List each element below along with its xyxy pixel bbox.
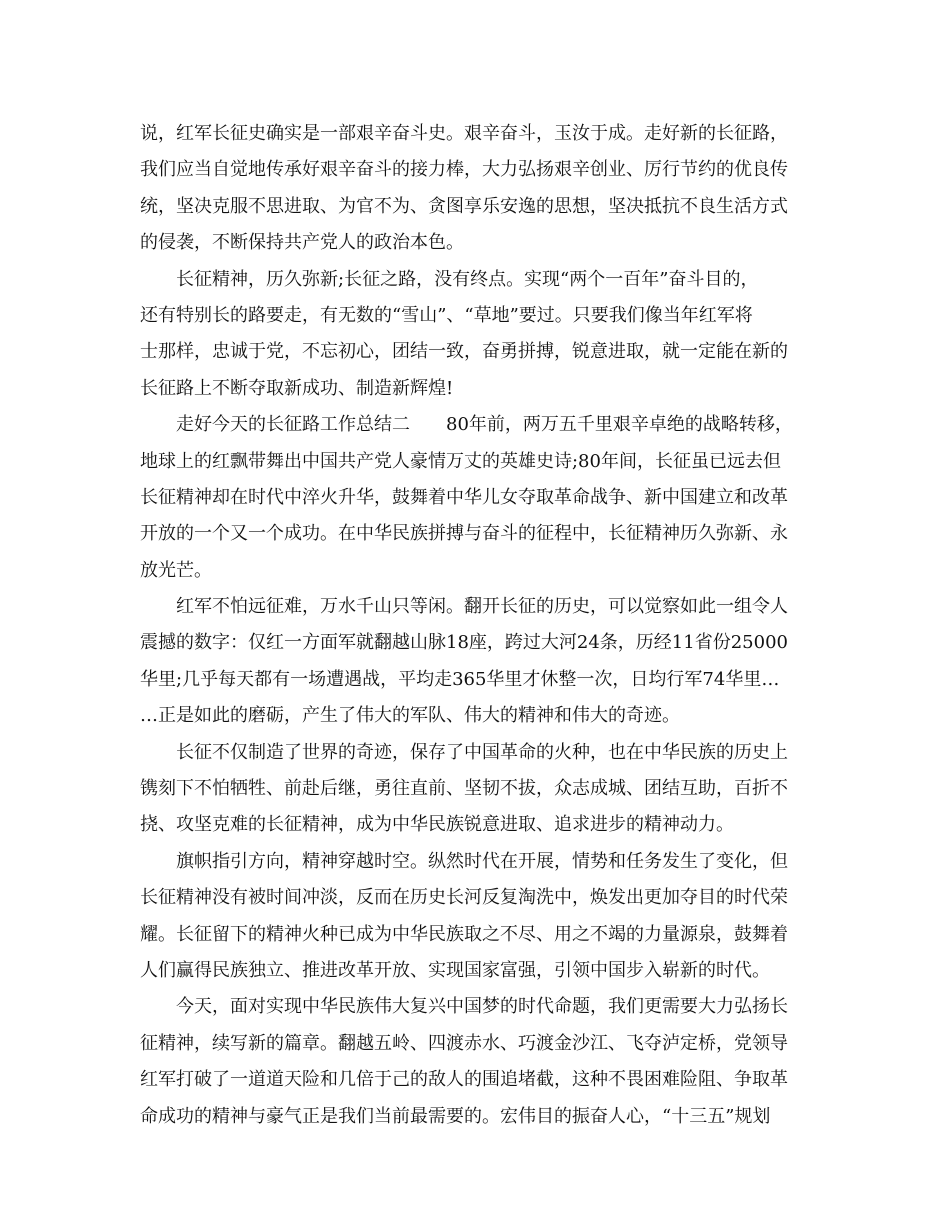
text-line: 华里;几乎每天都有一场遭遇战，平均走365华里才休整一次，日均行军74华里… [140, 668, 780, 690]
text-line: 镌刻下不怕牺牲、前赴后继，勇往直前、坚韧不拔，众志成城、团结互助，百折不 [140, 778, 788, 800]
text-line: 旗帜指引方向，精神穿越时空。纵然时代在开展，情势和任务发生了变化，但 [176, 850, 788, 872]
text-line: 统，坚决克服不思进取、为官不为、贪图享乐安逸的思想，坚决抵抗不良生活方式 [140, 195, 788, 217]
text-line: 走好今天的长征路工作总结二 80年前，两万五千里艰辛卓绝的战略转移， [176, 414, 793, 436]
text-line: …正是如此的磨砺，产生了伟大的军队、伟大的精神和伟大的奇迹。 [140, 705, 680, 727]
text-line: 长征精神，历久弥新;长征之路，没有终点。实现“两个一百年”奋斗目的， [176, 268, 759, 290]
text-line: 人们赢得民族独立、推进改革开放、实现国家富强，引领中国步入崭新的时代。 [140, 959, 770, 981]
text-line: 还有特别长的路要走，有无数的“雪山”、“草地”要过。只要我们像当年红军将 [140, 304, 753, 326]
text-line: 我们应当自觉地传承好艰辛奋斗的接力棒，大力弘扬艰辛创业、厉行节约的优良传 [140, 159, 788, 181]
text-line: 长征精神没有被时间冲淡，反而在历史长河反复淘洗中，焕发出更加夺目的时代荣 [140, 887, 788, 909]
text-line: 开放的一个又一个成功。在中华民族拼搏与奋斗的征程中，长征精神历久弥新、永 [140, 523, 788, 545]
text-line: 红军不怕远征难，万水千山只等闲。翻开长征的历史，可以觉察如此一组令人 [176, 596, 788, 618]
text-line: 震撼的数字：仅红一方面军就翻越山脉18座，跨过大河24条，历经11省份25000 [140, 632, 788, 654]
text-line: 说，红军长征史确实是一部艰辛奋斗史。艰辛奋斗，玉汝于成。走好新的长征路， [140, 123, 788, 144]
text-line: 地球上的红飘带舞出中国共产党人豪情万丈的英雄史诗;80年间，长征虽已远去但 [140, 450, 781, 472]
text-line: 红军打破了一道道天险和几倍于己的敌人的围追堵截，这种不畏困难险阻、争取革 [140, 1069, 788, 1091]
document-page [140, 116, 820, 1135]
text-line: 今天，面对实现中华民族伟大复兴中国梦的时代命题，我们更需要大力弘扬长 [176, 996, 788, 1018]
text-line: 士那样，忠诚于党，不忘初心，团结一致，奋勇拼搏，锐意进取，就一定能在新的 [140, 341, 788, 363]
text-line: 命成功的精神与豪气正是我们当前最需要的。宏伟目的振奋人心，“十三五”规划 [140, 1105, 771, 1127]
text-line: 放光芒。 [140, 559, 212, 581]
text-line: 长征路上不断夺取新成功、制造新辉煌! [140, 377, 454, 399]
text-line: 挠、攻坚克难的长征精神，成为中华民族锐意进取、追求进步的精神动力。 [140, 814, 734, 836]
text-line: 长征精神却在时代中淬火升华，鼓舞着中华儿女夺取革命战争、新中国建立和改革 [140, 486, 788, 508]
text-line: 长征不仅制造了世界的奇迹，保存了中国革命的火种，也在中华民族的历史上 [176, 741, 788, 763]
text-line: 耀。长征留下的精神火种已成为中华民族取之不尽、用之不竭的力量源泉，鼓舞着 [140, 923, 788, 945]
text-line: 的侵袭，不断保持共产党人的政治本色。 [140, 232, 464, 254]
text-line: 征精神，续写新的篇章。翻越五岭、四渡赤水、巧渡金沙江、飞夺泸定桥，党领导 [140, 1032, 788, 1054]
